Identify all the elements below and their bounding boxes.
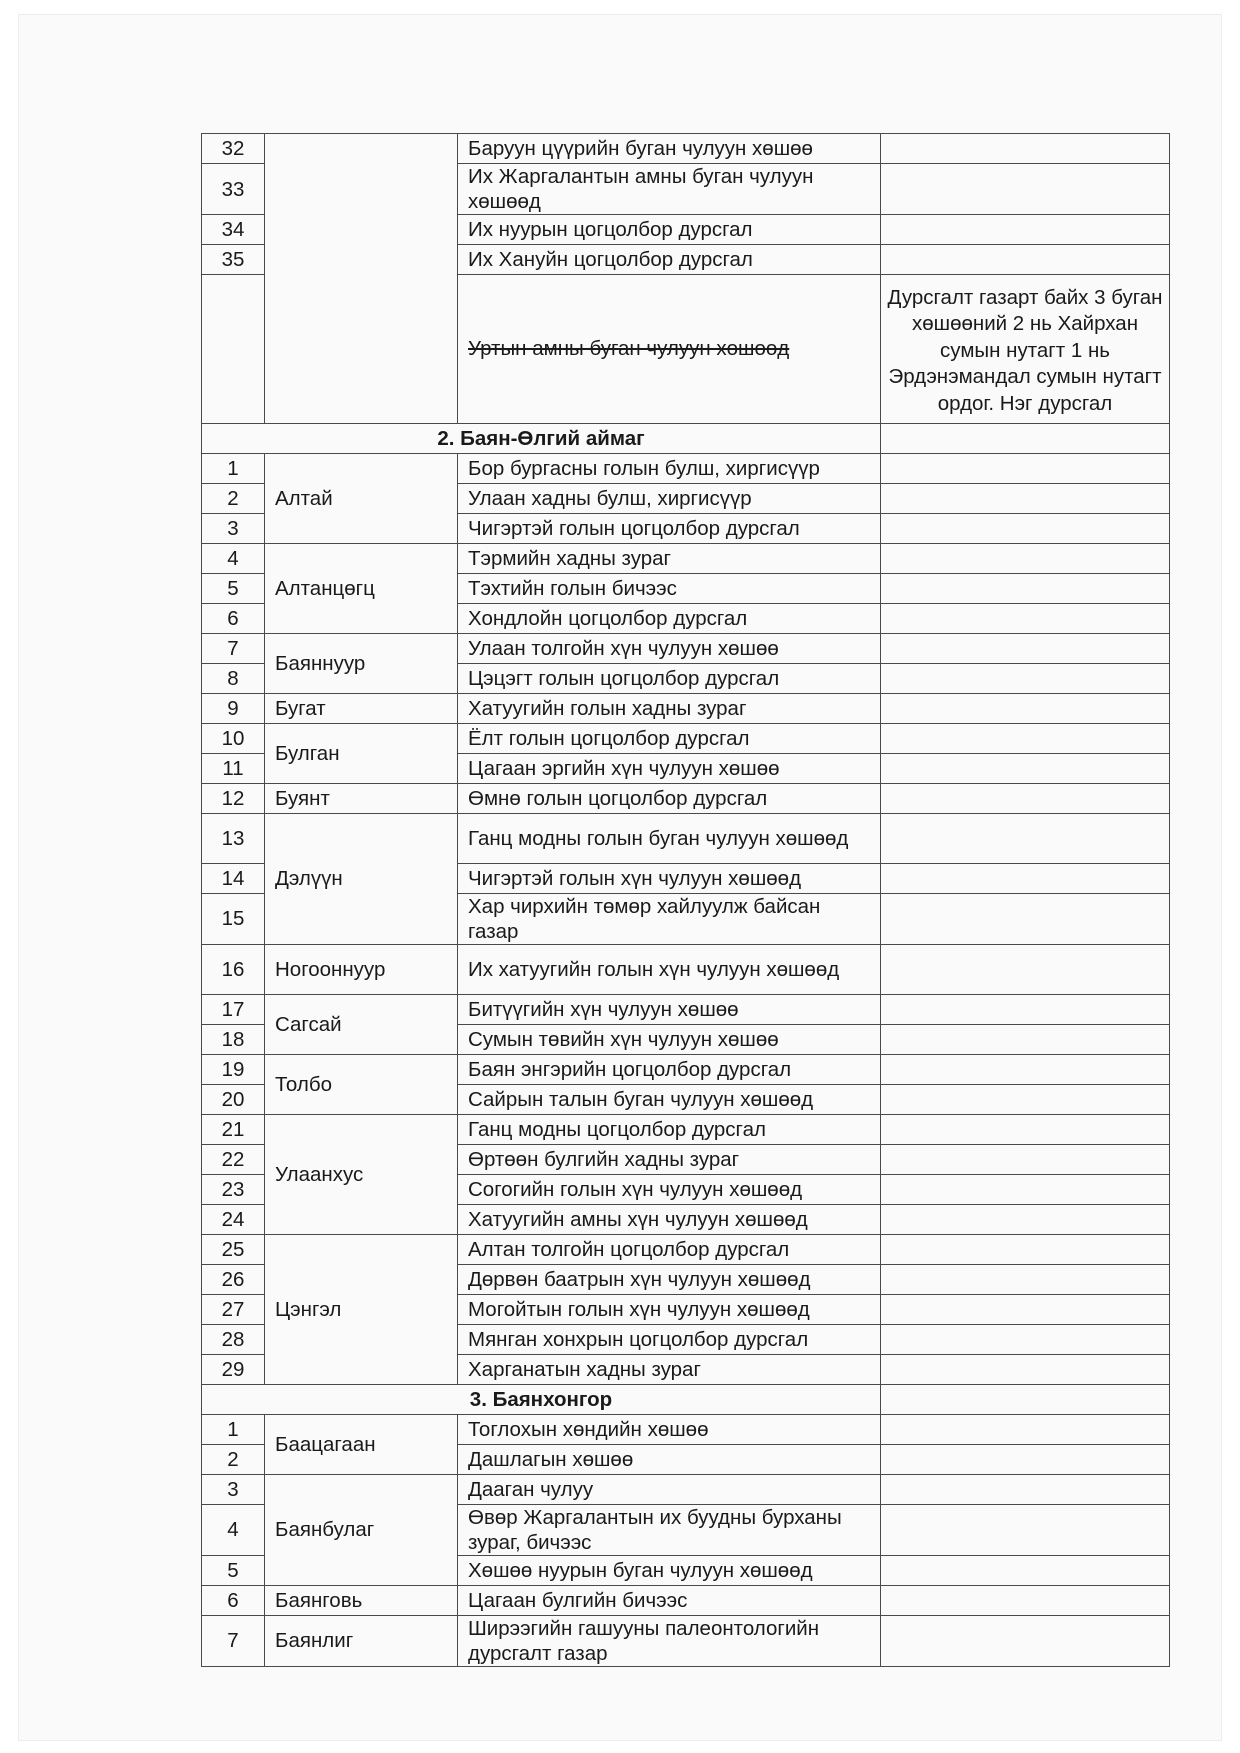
site-name: Хатуугийн амны хүн чулуун хөшөөд (458, 1204, 881, 1234)
remarks-cell (881, 813, 1170, 863)
remarks-cell (881, 944, 1170, 994)
remarks-cell (881, 863, 1170, 893)
table-row (202, 543, 1170, 573)
remarks-cell (881, 423, 1170, 453)
remarks-cell (881, 1384, 1170, 1414)
site-name: Мянган хонхрын цогцолбор дурсгал (458, 1324, 881, 1354)
remarks-cell (881, 603, 1170, 633)
remarks-cell (881, 1234, 1170, 1264)
row-number: 35 (202, 245, 265, 275)
site-name: Баруун цүүрийн буган чулуун хөшөө (458, 134, 881, 164)
remarks-cell (881, 1504, 1170, 1555)
site-name: Хөшөө нуурын буган чулуун хөшөөд (458, 1555, 881, 1585)
sum-name: Улаанхус (265, 1114, 458, 1234)
sum-name: Баянлиг (265, 1615, 458, 1666)
table-row (202, 1234, 1170, 1264)
table-row (202, 134, 1170, 164)
site-name: Согогийн голын хүн чулуун хөшөөд (458, 1174, 881, 1204)
remarks-cell (881, 1084, 1170, 1114)
site-name: Их нуурын цогцолбор дурсгал (458, 215, 881, 245)
row-number: 20 (202, 1084, 265, 1114)
sum-name: Дэлүүн (265, 813, 458, 944)
row-number: 2 (202, 1444, 265, 1474)
sum-name (265, 134, 458, 424)
table-row (202, 994, 1170, 1024)
table-row (202, 1615, 1170, 1666)
site-name: Баян энгэрийн цогцолбор дурсгал (458, 1054, 881, 1084)
site-name: Хондлойн цогцолбор дурсгал (458, 603, 881, 633)
row-number: 10 (202, 723, 265, 753)
site-name: Тэрмийн хадны зураг (458, 543, 881, 573)
remarks-cell (881, 483, 1170, 513)
site-name: Дашлагын хөшөө (458, 1444, 881, 1474)
sum-name: Ногооннуур (265, 944, 458, 994)
row-number: 21 (202, 1114, 265, 1144)
remarks-cell (881, 1024, 1170, 1054)
table-row (202, 1414, 1170, 1444)
site-name: Чигэртэй голын цогцолбор дурсгал (458, 513, 881, 543)
row-number: 2 (202, 483, 265, 513)
row-number: 7 (202, 633, 265, 663)
row-number: 16 (202, 944, 265, 994)
remarks-cell (881, 1555, 1170, 1585)
section-header-row (202, 1384, 1170, 1414)
section-header-row (202, 423, 1170, 453)
row-number: 3 (202, 513, 265, 543)
site-name: Дөрвөн баатрын хүн чулуун хөшөөд (458, 1264, 881, 1294)
remarks-cell (881, 1414, 1170, 1444)
site-name: Алтан толгойн цогцолбор дурсгал (458, 1234, 881, 1264)
remarks-cell (881, 134, 1170, 164)
site-name: Хар чирхийн төмөр хайлуулж байсан газар (458, 893, 881, 944)
site-name: Ширээгийн гашууны палеонтологийн дурсгалт газар (458, 1615, 881, 1666)
row-number: 28 (202, 1324, 265, 1354)
remarks-cell (881, 215, 1170, 245)
table-row (202, 453, 1170, 483)
row-number: 22 (202, 1144, 265, 1174)
table-row (202, 944, 1170, 994)
remarks-cell (881, 1054, 1170, 1084)
remarks-cell (881, 753, 1170, 783)
site-name: Могойтын голын хүн чулуун хөшөөд (458, 1294, 881, 1324)
sum-name: Баянбулаг (265, 1474, 458, 1585)
sum-name: Бугат (265, 693, 458, 723)
remarks-cell (881, 1264, 1170, 1294)
row-number: 27 (202, 1294, 265, 1324)
row-number: 4 (202, 543, 265, 573)
row-number: 5 (202, 573, 265, 603)
row-number: 5 (202, 1555, 265, 1585)
table-row (202, 1114, 1170, 1144)
remarks-cell (881, 783, 1170, 813)
remarks-cell: Дурсгалт газарт байх 3 буган хөшөөний 2 нь Хайрхан сумын нутагт 1 нь Эрдэнэмандал сумын нутагт ордог. Нэг дурсгал (881, 275, 1170, 424)
remarks-cell (881, 893, 1170, 944)
row-number: 7 (202, 1615, 265, 1666)
site-name: Чигэртэй голын хүн чулуун хөшөөд (458, 863, 881, 893)
scanned-page (18, 14, 1222, 1741)
row-number: 3 (202, 1474, 265, 1504)
row-number: 14 (202, 863, 265, 893)
sum-name: Сагсай (265, 994, 458, 1054)
remarks-cell (881, 453, 1170, 483)
row-number: 4 (202, 1504, 265, 1555)
remarks-cell (881, 1324, 1170, 1354)
remarks-cell (881, 1174, 1170, 1204)
remarks-cell (881, 573, 1170, 603)
remarks-cell (881, 513, 1170, 543)
site-name: Сайрын талын буган чулуун хөшөөд (458, 1084, 881, 1114)
row-number: 11 (202, 753, 265, 783)
remarks-cell (881, 1114, 1170, 1144)
site-name: Дааган чулуу (458, 1474, 881, 1504)
sum-name: Баяннуур (265, 633, 458, 693)
row-number: 18 (202, 1024, 265, 1054)
site-name: Харганатын хадны зураг (458, 1354, 881, 1384)
site-name: Тоглохын хөндийн хөшөө (458, 1414, 881, 1444)
table-row (202, 723, 1170, 753)
remarks-cell (881, 994, 1170, 1024)
remarks-cell (881, 1144, 1170, 1174)
site-name: Уртын амны буган чулуун хөшөөд (458, 275, 881, 424)
remarks-cell (881, 1294, 1170, 1324)
row-number: 32 (202, 134, 265, 164)
row-number: 8 (202, 663, 265, 693)
row-number: 15 (202, 893, 265, 944)
row-number: 12 (202, 783, 265, 813)
site-name: Улаан толгойн хүн чулуун хөшөө (458, 633, 881, 663)
site-name: Ёлт голын цогцолбор дурсгал (458, 723, 881, 753)
row-number: 34 (202, 215, 265, 245)
row-number: 26 (202, 1264, 265, 1294)
table-row (202, 693, 1170, 723)
sum-name: Баацагаан (265, 1414, 458, 1474)
row-number: 23 (202, 1174, 265, 1204)
site-name: Цэцэгт голын цогцолбор дурсгал (458, 663, 881, 693)
site-name: Хатуугийн голын хадны зураг (458, 693, 881, 723)
site-name: Ганц модны цогцолбор дурсгал (458, 1114, 881, 1144)
remarks-cell (881, 1444, 1170, 1474)
site-name: Өртөөн булгийн хадны зураг (458, 1144, 881, 1174)
remarks-cell (881, 1354, 1170, 1384)
remarks-cell (881, 1585, 1170, 1615)
row-number: 17 (202, 994, 265, 1024)
row-number: 6 (202, 1585, 265, 1615)
row-number: 1 (202, 1414, 265, 1444)
sum-name: Цэнгэл (265, 1234, 458, 1384)
table-row (202, 1474, 1170, 1504)
site-name: Их Хануйн цогцолбор дурсгал (458, 245, 881, 275)
site-name: Их Жаргалантын амны буган чулуун хөшөөд (458, 164, 881, 215)
site-name: Их хатуугийн голын хүн чулуун хөшөөд (458, 944, 881, 994)
row-number: 6 (202, 603, 265, 633)
heritage-sites-table (201, 133, 1170, 1667)
sum-name: Булган (265, 723, 458, 783)
section-title: 2. Баян-Өлгий аймаг (202, 423, 881, 453)
site-name: Улаан хадны булш, хиргисүүр (458, 483, 881, 513)
remarks-cell (881, 663, 1170, 693)
row-number: 13 (202, 813, 265, 863)
row-number: 29 (202, 1354, 265, 1384)
sum-name: Толбо (265, 1054, 458, 1114)
sum-name: Алтай (265, 453, 458, 543)
row-number: 25 (202, 1234, 265, 1264)
sum-name: Баянговь (265, 1585, 458, 1615)
site-name: Цагаан эргийн хүн чулуун хөшөө (458, 753, 881, 783)
remarks-cell (881, 1204, 1170, 1234)
sum-name: Алтанцөгц (265, 543, 458, 633)
table-row (202, 783, 1170, 813)
row-number: 1 (202, 453, 265, 483)
remarks-cell (881, 245, 1170, 275)
site-name: Цагаан булгийн бичээс (458, 1585, 881, 1615)
table-row (202, 1585, 1170, 1615)
row-number: 33 (202, 164, 265, 215)
remarks-cell (881, 1615, 1170, 1666)
section-title: 3. Баянхонгор (202, 1384, 881, 1414)
site-name: Өмнө голын цогцолбор дурсгал (458, 783, 881, 813)
remarks-cell (881, 1474, 1170, 1504)
table-row (202, 633, 1170, 663)
table-row (202, 1054, 1170, 1084)
remarks-cell (881, 164, 1170, 215)
remarks-cell (881, 633, 1170, 663)
row-number (202, 275, 265, 424)
site-name: Өвөр Жаргалантын их буудны бурханы зураг, бичээс (458, 1504, 881, 1555)
row-number: 24 (202, 1204, 265, 1234)
sum-name: Буянт (265, 783, 458, 813)
site-name: Ганц модны голын буган чулуун хөшөөд (458, 813, 881, 863)
site-name: Битүүгийн хүн чулуун хөшөө (458, 994, 881, 1024)
row-number: 9 (202, 693, 265, 723)
site-name: Сумын төвийн хүн чулуун хөшөө (458, 1024, 881, 1054)
remarks-cell (881, 693, 1170, 723)
row-number: 19 (202, 1054, 265, 1084)
remarks-cell (881, 723, 1170, 753)
site-name: Тэхтийн голын бичээс (458, 573, 881, 603)
table-row (202, 813, 1170, 863)
remarks-cell (881, 543, 1170, 573)
site-name: Бор бургасны голын булш, хиргисүүр (458, 453, 881, 483)
